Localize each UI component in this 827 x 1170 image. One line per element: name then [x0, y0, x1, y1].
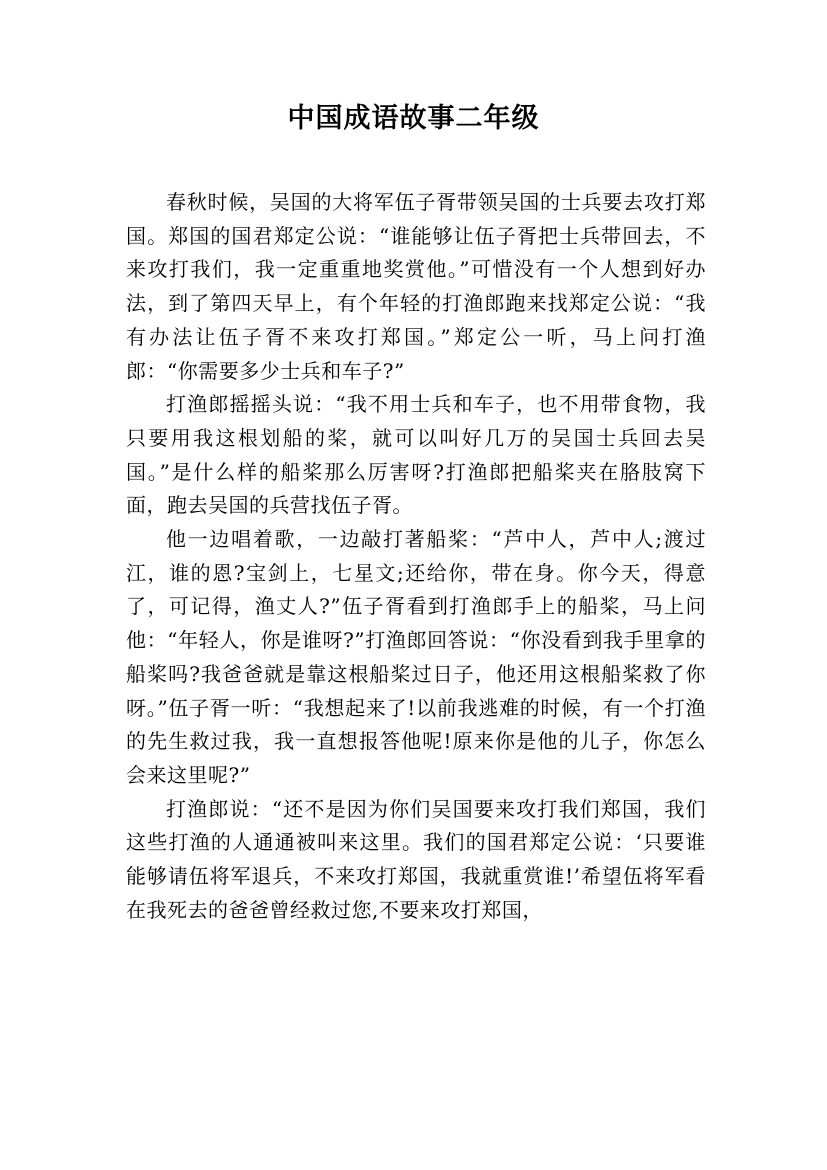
- document-title: 中国成语故事二年级: [287, 103, 540, 134]
- document-body: [126, 186, 706, 927]
- paragraph-2: 打渔郎摇摇头说：“我不用士兵和车子，也不用带食物，我只要用我这根划船的桨，就可以叫好几万的吴国士兵回去吴国。”是什么样的船桨那么厉害呀?打渔郎把船桨夹在胳肢窝下面，跑去吴国的兵营找伍子胥。: [126, 392, 706, 518]
- paragraph-1: 春秋时候，吴国的大将军伍子胥带领吴国的士兵要去攻打郑国。郑国的国君郑定公说：“谁能够让伍子胥把士兵带回去，不来攻打我们，我一定重重地奖赏他。”可惜没有一个人想到好办法，到了第四天早上，有个年轻的打渔郎跑来找郑定公说：“我有办法让伍子胥不来攻打郑国。”郑定公一听，马上问打渔郎：“你需要多少士兵和车子?”: [126, 190, 706, 383]
- paragraph-3: 他一边唱着歌，一边敲打著船桨：“芦中人，芦中人;渡过江，谁的恩?宝剑上，七星文;还给你，带在身。你今天，得意了，可记得，渔丈人?”伍子胥看到打渔郎手上的船桨，马上问他：“年轻人，你是谁呀?”打渔郎回答说：“你没看到我手里拿的船桨吗?我爸爸就是靠这根船桨过日子，他还用这根船桨救了你呀。”伍子胥一听：“我想起来了!以前我逃难的时候，有一个打渔的先生救过我，我一直想报答他呢!原来你是他的儿子，你怎么会来这里呢?”: [126, 527, 706, 787]
- paragraph-4: 打渔郎说：“还不是因为你们吴国要来攻打我们郑国，我们这些打渔的人通通被叫来这里。我们的国君郑定公说：‘只要谁能够请伍将军退兵，不来攻打郑国，我就重赏谁!’希望伍将军看在我死去的爸爸曾经救过您,不要来攻打郑国，: [126, 796, 706, 922]
